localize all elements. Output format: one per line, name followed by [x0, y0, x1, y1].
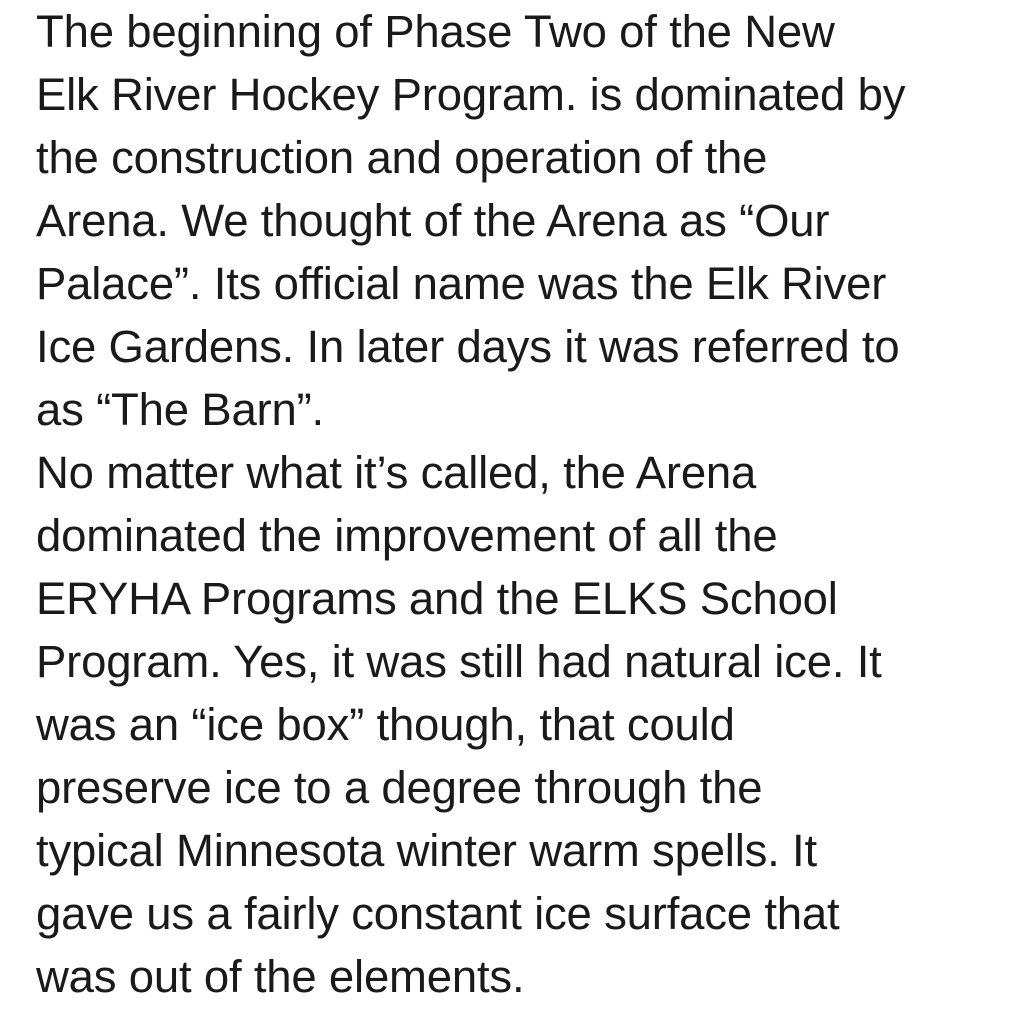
text-line: Program. Yes, it was still had natural ice. It: [36, 636, 882, 687]
text-line: Elk River Hockey Program. is dominated by: [36, 69, 906, 120]
text-line: typical Minnesota winter warm spells. It: [36, 825, 817, 876]
text-line: Arena. We thought of the Arena as “Our: [36, 195, 830, 246]
text-line: as “The Barn”.: [36, 384, 324, 435]
text-line: dominated the improvement of all the: [36, 510, 778, 561]
text-line: gave us a fairly constant ice surface that: [36, 888, 840, 939]
text-line: the construction and operation of the: [36, 132, 768, 183]
text-line: Ice Gardens. In later days it was referred to: [36, 321, 900, 372]
text-line: No matter what it’s called, the Arena: [36, 447, 757, 498]
text-line: was an “ice box” though, that could: [36, 699, 735, 750]
text-line: was out of the elements.: [36, 951, 525, 1002]
document-text: [36, 0, 1006, 1008]
text-line: preserve ice to a degree through the: [36, 762, 763, 813]
text-line: ERYHA Programs and the ELKS School: [36, 573, 838, 624]
text-line: Palace”. Its official name was the Elk River: [36, 258, 887, 309]
text-line: The beginning of Phase Two of the New: [36, 6, 835, 57]
